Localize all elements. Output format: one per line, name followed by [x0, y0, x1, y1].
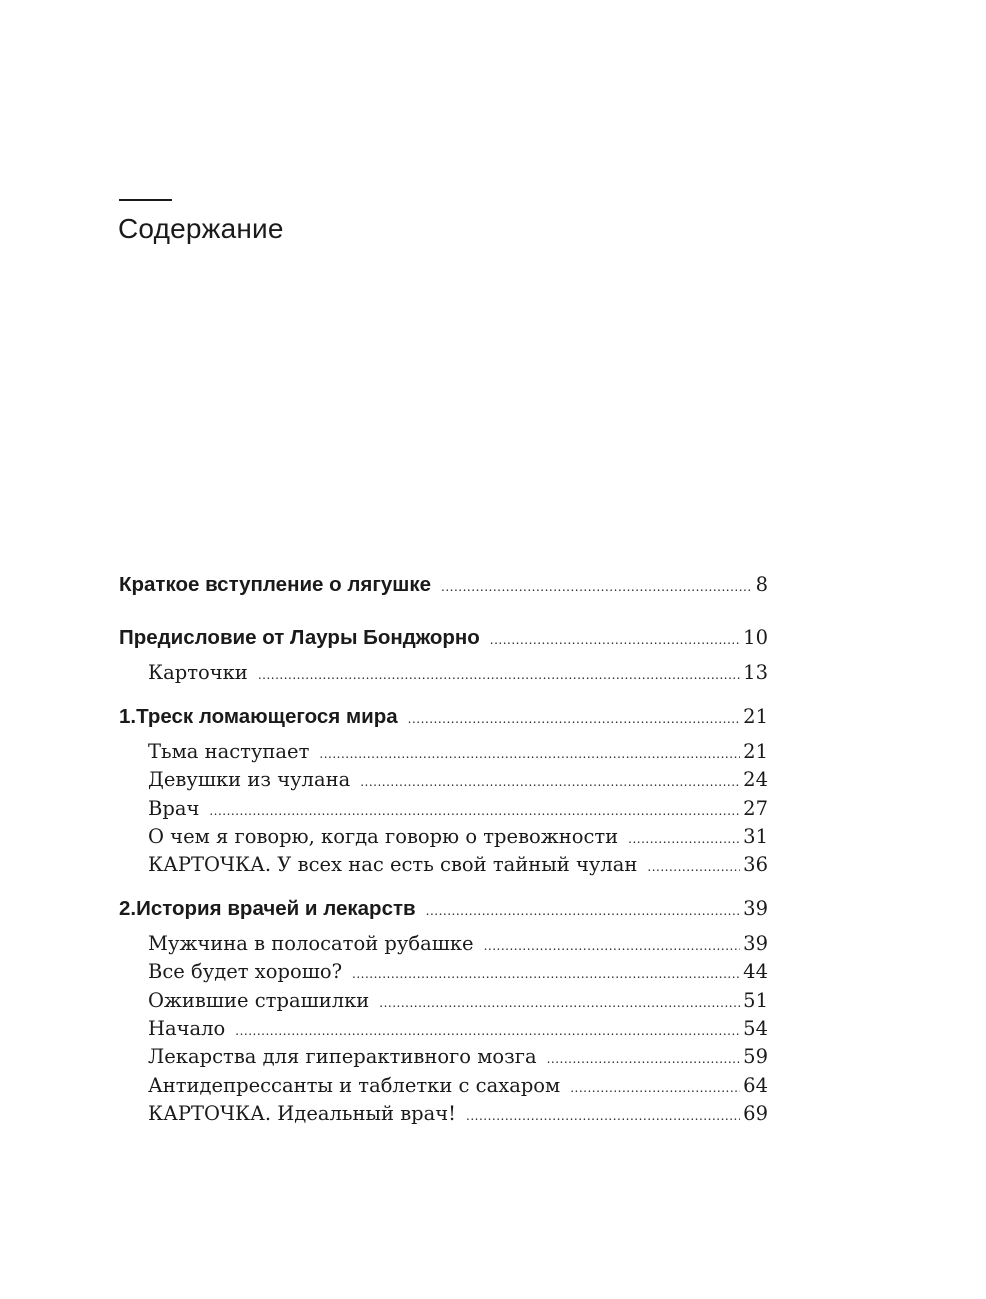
toc-entry[interactable] — [119, 626, 768, 650]
toc-entry-page: 27 — [743, 797, 768, 820]
dot-leader — [426, 904, 741, 918]
toc-entry-title: КАРТОЧКА. У всех нас есть свой тайный чулан — [148, 853, 638, 876]
dot-leader — [547, 1052, 741, 1066]
toc-entry-page: 64 — [743, 1074, 768, 1097]
toc-entry-page: 36 — [743, 853, 768, 876]
dot-leader — [647, 860, 740, 874]
toc-entry-page: 21 — [743, 705, 768, 728]
toc-subentry[interactable] — [148, 661, 768, 684]
toc-subentry[interactable] — [148, 932, 768, 955]
toc-entry-page: 69 — [743, 1102, 768, 1125]
toc-subentry[interactable] — [148, 740, 768, 763]
dot-leader — [490, 633, 740, 647]
chapter-number: 2. — [119, 897, 137, 920]
toc-entry-title: Врач — [148, 797, 200, 820]
toc-entry-page: 13 — [743, 661, 768, 684]
toc-entry-title: Треск ломающегося мира — [136, 705, 398, 728]
toc-entry-title: КАРТОЧКА. Идеальный врач! — [148, 1102, 457, 1125]
dot-leader — [379, 996, 740, 1010]
toc-subentry[interactable] — [148, 1045, 768, 1068]
toc-entry-page: 24 — [743, 768, 768, 791]
toc-subentry[interactable] — [148, 1017, 768, 1040]
dot-leader — [484, 939, 741, 953]
toc-subentry[interactable] — [148, 1102, 768, 1125]
toc-subentry[interactable] — [148, 768, 768, 791]
toc-subentry[interactable] — [148, 960, 768, 983]
toc-entry-page: 8 — [755, 573, 768, 596]
toc-subentry[interactable] — [148, 797, 768, 820]
dot-leader — [408, 712, 741, 726]
toc-entry-title: Девушки из чулана — [148, 768, 351, 791]
dot-leader — [319, 747, 740, 761]
dot-leader — [466, 1109, 740, 1123]
toc-entry-page: 10 — [743, 626, 768, 649]
toc-entry[interactable] — [119, 573, 768, 597]
toc-chapter[interactable] — [119, 897, 768, 921]
toc-chapter[interactable] — [119, 705, 768, 729]
toc-entry-page: 51 — [743, 989, 768, 1012]
toc-entry-title: Лекарства для гиперактивного мозга — [148, 1045, 537, 1068]
toc-entry-page: 59 — [743, 1045, 768, 1068]
toc-entry-title: Мужчина в полосатой рубашке — [148, 932, 474, 955]
toc-entry-page: 44 — [743, 960, 768, 983]
dot-leader — [441, 580, 753, 594]
toc-subentry[interactable] — [148, 853, 768, 876]
toc-subentry[interactable] — [148, 825, 768, 848]
dot-leader — [235, 1024, 740, 1038]
dot-leader — [628, 832, 740, 846]
toc-entry-page: 39 — [743, 932, 768, 955]
toc-entry-title: Предисловие от Лауры Бонджорно — [119, 626, 480, 649]
toc-entry-page: 31 — [743, 825, 768, 848]
toc-entry-title: Антидепрессанты и таблетки с сахаром — [148, 1074, 561, 1097]
dot-leader — [360, 775, 740, 789]
toc-entry-page: 21 — [743, 740, 768, 763]
toc-entry-title: Краткое вступление о лягушке — [119, 573, 432, 596]
toc-subentry[interactable] — [148, 1074, 768, 1097]
toc-entry-title: Карточки — [148, 661, 248, 684]
toc-entry-title: Ожившие страшилки — [148, 989, 370, 1012]
toc-subentry[interactable] — [148, 989, 768, 1012]
toc-entry-title: История врачей и лекарств — [136, 897, 416, 920]
toc-entry-title: О чем я говорю, когда говорю о тревожности — [148, 825, 619, 848]
toc-entry-title: Все будет хорошо? — [148, 960, 343, 983]
chapter-number: 1. — [119, 705, 137, 728]
page-title: Содержание — [118, 213, 284, 244]
dot-leader — [352, 967, 740, 981]
toc-entry-title: Начало — [148, 1017, 226, 1040]
dot-leader — [258, 668, 740, 682]
toc-entry-page: 39 — [743, 897, 768, 920]
toc-entry-title: Тьма наступает — [148, 740, 310, 763]
toc-entry-page: 54 — [743, 1017, 768, 1040]
dot-leader — [570, 1081, 740, 1095]
dot-leader — [209, 804, 740, 818]
